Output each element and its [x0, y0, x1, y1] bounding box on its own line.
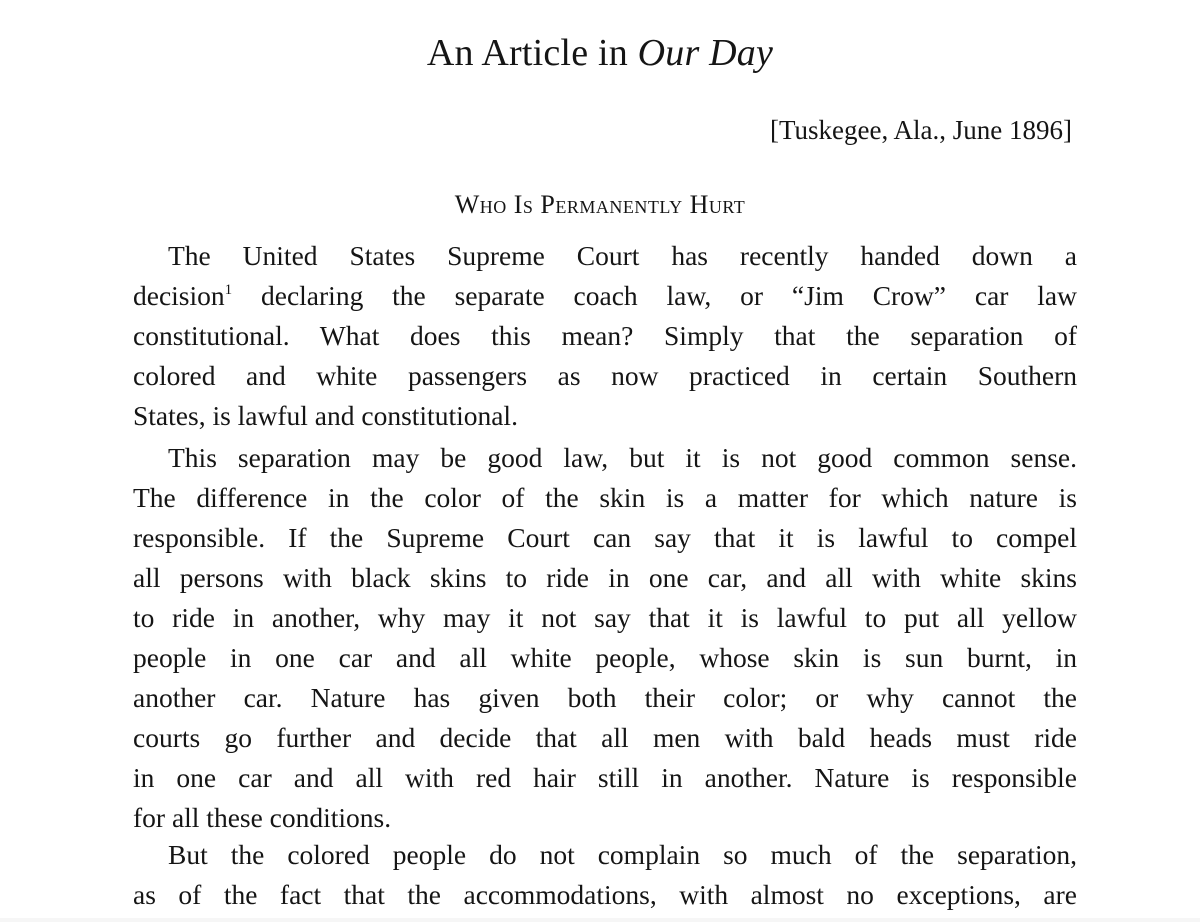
paragraph-text: decision — [133, 280, 225, 311]
publication-name: Our Day — [637, 32, 774, 74]
paragraph-line: people in one car and all white people, whose skin is sun burnt, in — [133, 642, 1077, 673]
dateline: [Tuskegee, Ala., June 1896] — [770, 115, 1072, 145]
paragraph-line: to ride in another, why may it not say that it is lawful to put all yellow — [133, 602, 1077, 633]
paragraph-text: declaring the separate coach law, or “Jim Crow” car law — [232, 280, 1077, 311]
paragraph-line: But the colored people do not complain so much of the separation, — [168, 839, 1077, 870]
paragraph-line: another car. Nature has given both their color; or why cannot the — [133, 682, 1077, 713]
paragraph-line: as of the fact that the accommodations, with almost no exceptions, are — [133, 879, 1077, 910]
section-heading — [0, 187, 1200, 223]
section-heading-text: Who Is Permanently Hurt — [454, 190, 746, 219]
paragraph-3 — [133, 835, 1077, 915]
paragraph-line: courts go further and decide that all men with bald heads must ride — [133, 722, 1077, 753]
paragraph-line: constitutional. What does this mean? Simply that the separation of — [133, 320, 1077, 351]
page-crop-edge — [0, 918, 1200, 922]
paragraph-line: The difference in the color of the skin is a matter for which nature is — [133, 482, 1077, 513]
paragraph-1 — [133, 236, 1077, 436]
paragraph-line: responsible. If the Supreme Court can say that it is lawful to compel — [133, 522, 1077, 553]
paragraph-line: The United States Supreme Court has recently handed down a — [168, 240, 1077, 271]
footnote-marker: 1 — [224, 282, 233, 298]
paragraph-2 — [133, 438, 1077, 838]
paragraph-line: States, is lawful and constitutional. — [133, 400, 518, 431]
paragraph-line: all persons with black skins to ride in one car, and all with white skins — [133, 562, 1077, 593]
article-title — [0, 27, 1200, 79]
title-prefix: An Article in — [426, 32, 638, 74]
paragraph-line: in one car and all with red hair still in another. Nature is responsible — [133, 762, 1077, 793]
paragraph-line: colored and white passengers as now practiced in certain Southern — [133, 360, 1077, 391]
paragraph-line-with-footnote — [133, 276, 1077, 316]
paragraph-line: for all these conditions. — [133, 802, 392, 833]
paragraph-line: This separation may be good law, but it is not good common sense. — [168, 442, 1077, 473]
